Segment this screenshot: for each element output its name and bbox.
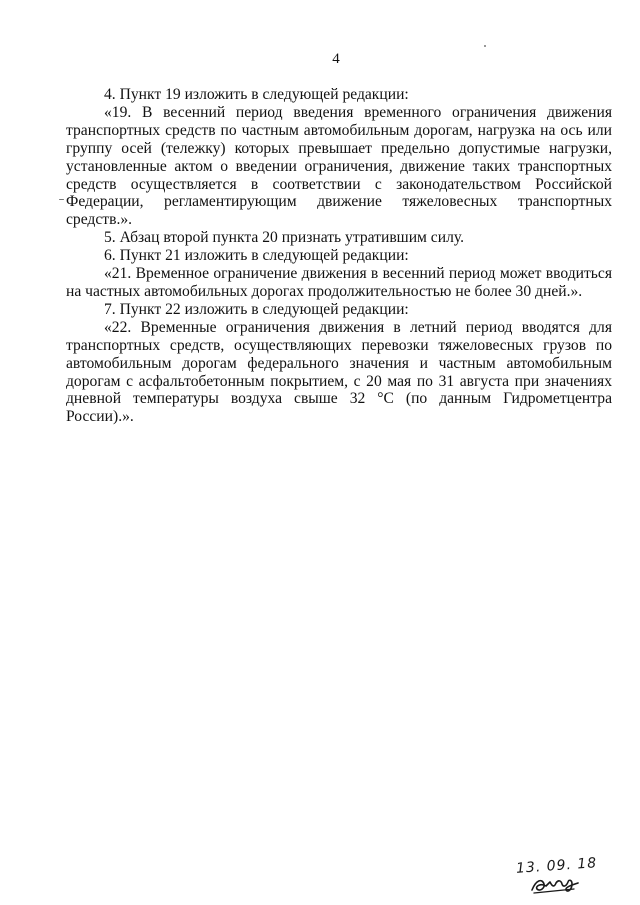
paragraph-item-6-heading: 6. Пункт 21 изложить в следующей редакции: [104,247,409,265]
paragraph-clause-21: «21. Временное ограничение движения в весенний период может вводиться на частных автомобильных дорогах продолжительностью не более 30 дней.». [66,265,612,300]
handwritten-date: 13. 09. 18 [515,855,598,877]
paragraph-clause-19: «19. В весенний период введения временного ограничения движения транспортных средств по частным автомобильным дорогам, нагрузка на ось или группу осей (тележку) которых превышает предельно допустимые нагрузки, установленные актом о введении ограничения, движение таких транспортных средств осуществляется в соответствии с законодательством Российской Федерации, регламентирующим движение тяжеловесных транспортных средств.». [66,103,612,229]
paragraph-item-7-heading: 7. Пункт 22 изложить в следующей редакции: [104,300,409,318]
handwritten-initials-signature [528,874,588,896]
scan-speck [484,45,486,47]
paragraph-item-4-heading: 4. Пункт 19 изложить в следующей редакции: [104,86,409,103]
scan-speck [59,199,64,200]
page-number: 4 [332,51,340,67]
document-body [66,86,612,426]
handwritten-note [506,852,596,900]
paragraph-clause-22: «22. Временные ограничения движения в летний период вводятся для транспортных средств, осуществляющих перевозки тяжеловесных грузов по автомобильным дорогам федерального значения и частным автомобильным дорогам с асфальтобетонным покрытием, с 20 мая по 31 августа при значениях дневной температуры воздуха свыше 32 °С (по данным Гидрометцентра России).». [66,318,612,426]
paragraph-item-5: 5. Абзац второй пункта 20 признать утратившим силу. [104,229,464,247]
